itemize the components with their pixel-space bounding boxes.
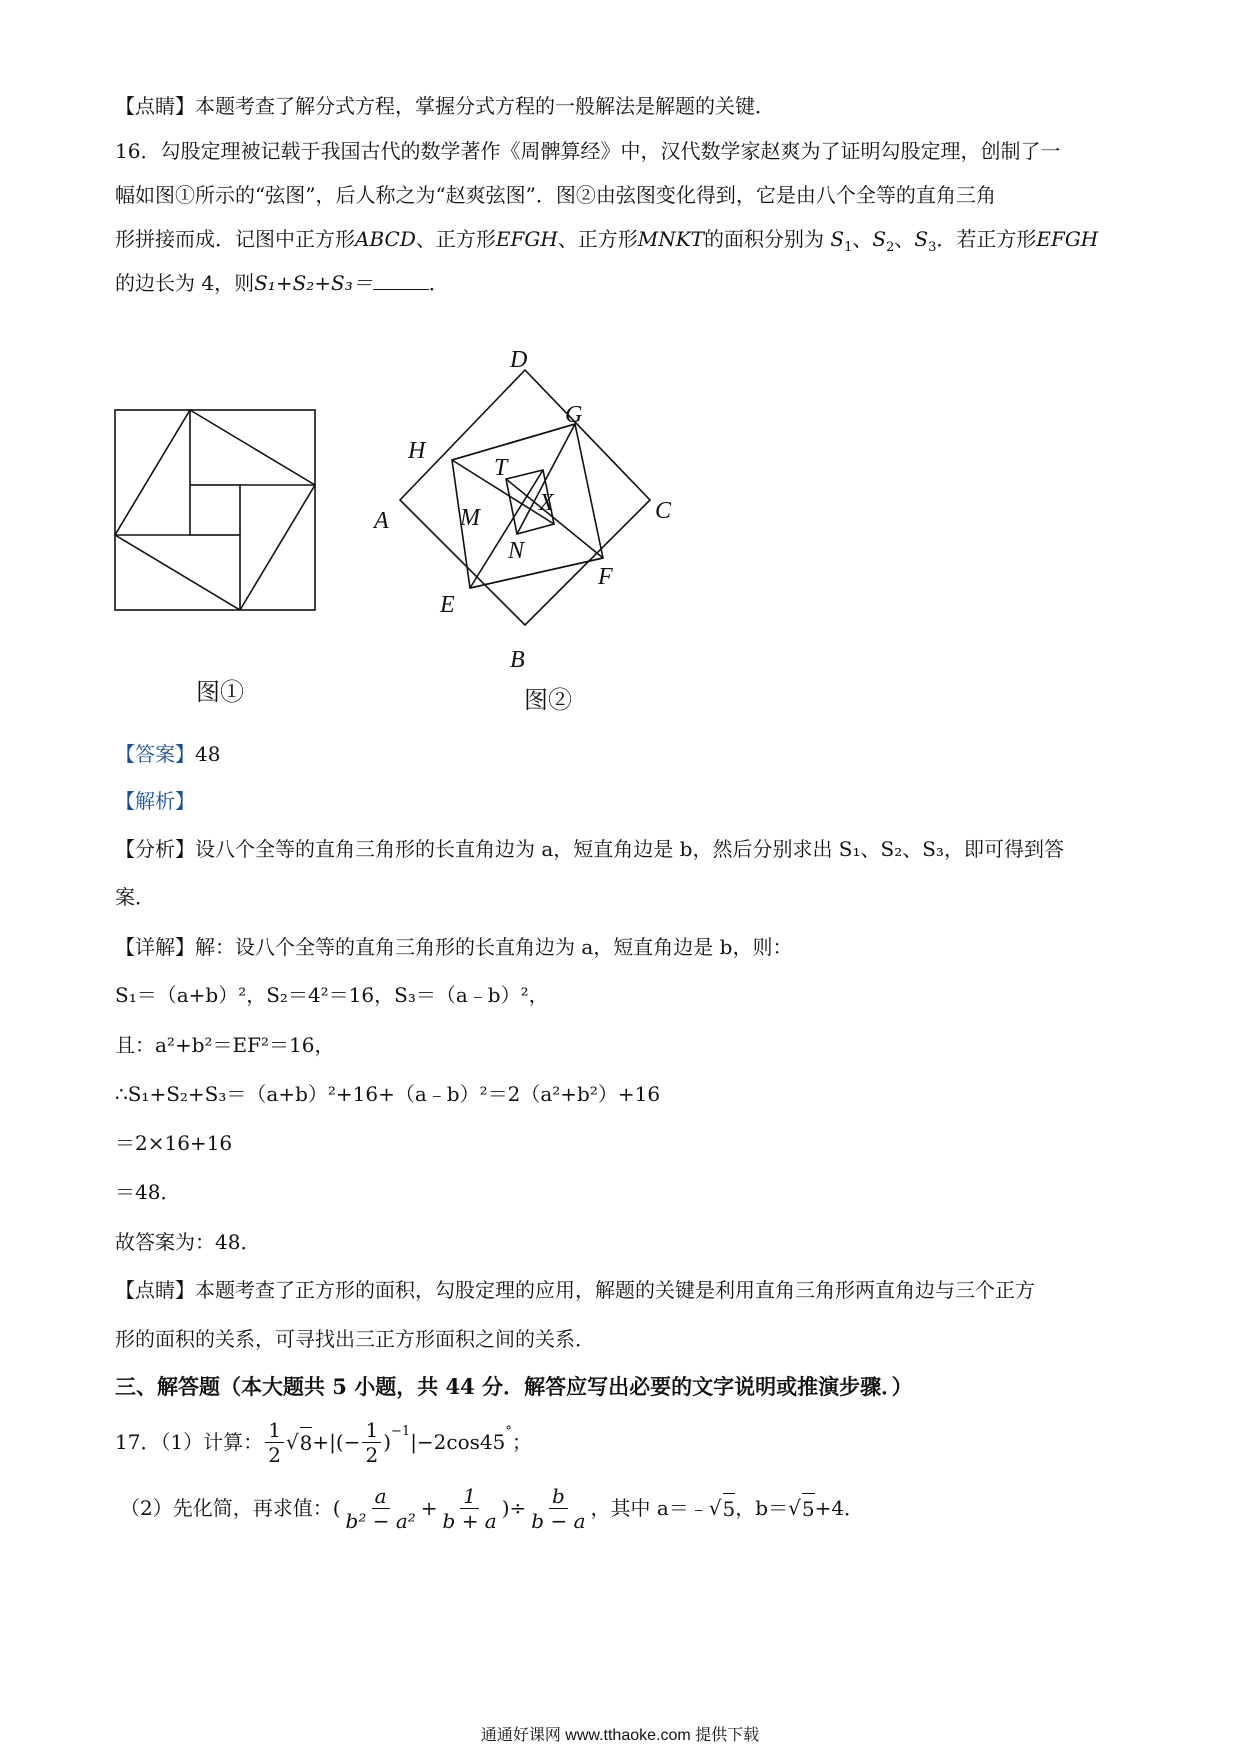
section-3-title: 三、解答题（本大题共 5 小题，共 44 分．解答应写出必要的文字说明或推演步骤．）: [115, 1374, 913, 1399]
diag-g-m: [517, 424, 575, 534]
center-square: [190, 485, 240, 535]
figure-1: [110, 405, 325, 624]
frac-b: $\frac{1}{b + a}$: [442, 1483, 497, 1533]
q17-part1: 17．（1）计算： $\frac{1}{2}$ √ 8 +|(− $\frac{1}{2}$ ) $^{-1}$ |−2cos45 ° ；: [115, 1417, 532, 1467]
step-4: ＝2×16+16: [115, 1131, 233, 1155]
step-2: 且：a²+b²＝EF²＝16，: [115, 1033, 335, 1057]
q16-line3: 形拼接而成．记图中正方形ABCD、正方形EFGH、正方形MNKT的面积分别为 $S_1$、$S_2$、$S_3$．若正方形EFGH: [115, 227, 1099, 255]
dianjing-1: 【点睛】本题考查了解分式方程，掌握分式方程的一般解法是解题的关键．: [115, 94, 775, 118]
step-3: ∴S₁+S₂+S₃＝（a+b）²+16+（a﹣b）²＝2（a²+b²）+16: [115, 1082, 661, 1106]
answer-line: [115, 740, 220, 768]
label-d: D: [510, 350, 528, 373]
frac-c: $\frac{b}{b - a}$: [531, 1483, 586, 1533]
frac-half-1: $\frac{1}{2}$: [265, 1418, 284, 1467]
inner-square: [115, 410, 315, 610]
frac-a: $\frac{a}{\text{b² − a²}}$: [345, 1483, 416, 1533]
label-g: G: [565, 402, 583, 428]
dianjing-2a: 【点睛】本题考查了正方形的面积，勾股定理的应用，解题的关键是利用直角三角形两直角边与三个正方: [115, 1278, 1035, 1302]
q16-line4: 的边长为 4，则S₁+S₂+S₃＝ ．: [115, 271, 449, 295]
label-x: X: [539, 490, 554, 516]
figure-1-caption: 图①: [196, 678, 244, 706]
diag-e-x: [470, 470, 543, 588]
label-m: M: [460, 505, 480, 531]
jiexi-label: 【解析】: [115, 789, 195, 813]
dianjing-2b: 形的面积的关系，可寻找出三正方形面积之间的关系．: [115, 1327, 595, 1351]
outer-square: [115, 410, 315, 610]
label-t: T: [494, 455, 508, 481]
q16-line1: 16．勾股定理被记载于我国古代的数学著作《周髀算经》中，汉代数学家赵爽为了证明勾股定理，创制了一: [115, 139, 1061, 163]
answer-label: 【答案】: [115, 742, 195, 766]
label-b: B: [510, 647, 525, 673]
frac-half-2: $\frac{1}{2}$: [362, 1418, 381, 1467]
footer-source: 通通好课网 www.tthaoke.com 提供下载: [480, 1727, 760, 1744]
fenxi-line2: 案．: [115, 885, 155, 909]
figure-2: [360, 350, 690, 684]
label-n: N: [508, 538, 525, 564]
fenxi-line1: 【分析】设八个全等的直角三角形的长直角边为 a，短直角边是 b，然后分别求出 S₁、S₂、S₃，即可得到答: [115, 837, 1064, 861]
conclusion: 故答案为：48．: [115, 1230, 261, 1254]
step-5: ＝48．: [115, 1180, 181, 1204]
label-a: A: [374, 508, 389, 534]
label-e: E: [440, 592, 455, 618]
label-h: H: [408, 438, 426, 464]
label-f: F: [598, 564, 613, 590]
step-1: S₁＝（a+b）²，S₂＝4²＝16，S₃＝（a﹣b）²，: [115, 983, 549, 1007]
label-c: C: [655, 498, 672, 524]
answer-blank: [373, 269, 429, 290]
xiangjie-line: 【详解】解：设八个全等的直角三角形的长直角边为 a，短直角边是 b，则：: [115, 935, 793, 959]
answer-value: 48: [195, 742, 221, 766]
figure-2-caption: 图②: [524, 686, 572, 714]
q16-line2: 幅如图①所示的“弦图”，后人称之为“赵爽弦图”．图②由弦图变化得到，它是由八个全等的直角三角: [115, 183, 996, 207]
q17-part2: （2）先化简，再求值：( $\frac{a}{\text{b² − a²}}$ + $\frac{1}{b + a}$ )÷ $\frac{b}{b - a}$ ，其中 a＝﹣ √ 5 ，b＝ √ 5 +4．: [120, 1483, 865, 1533]
